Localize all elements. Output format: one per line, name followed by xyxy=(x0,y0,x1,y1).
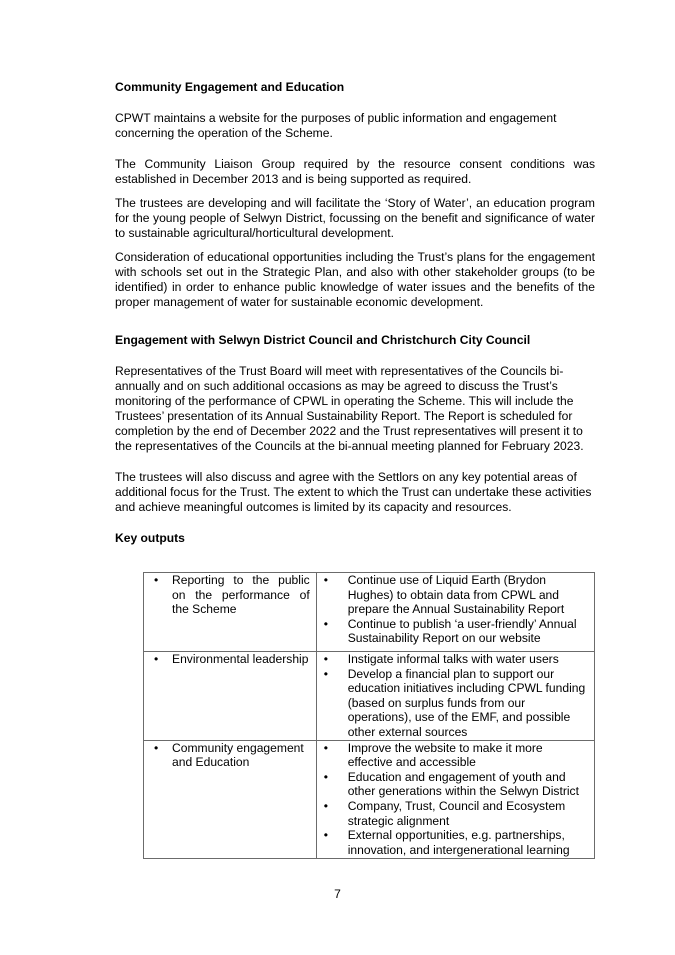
bullet-icon: • xyxy=(154,740,159,755)
table-cell-area xyxy=(144,652,317,741)
page-number: 7 xyxy=(334,887,341,901)
bullet-icon: • xyxy=(323,798,328,813)
list-item: • Reporting to the public on the performance of the Scheme xyxy=(154,573,310,617)
table-row xyxy=(144,652,595,741)
document-page xyxy=(115,80,595,859)
bullet-icon: • xyxy=(323,769,328,784)
bullet-icon: • xyxy=(154,652,159,666)
list-item: • Community engagement and Education xyxy=(154,740,304,770)
table-cell-outputs xyxy=(316,740,594,858)
paragraph-liaison-group: The Community Liaison Group required by the resource consent conditions was established in December 2013 and is being supported as required. xyxy=(115,157,595,186)
bullet-icon: • xyxy=(323,666,328,681)
list-item: • Continue to publish ‘a user-friendly’ Annual Sustainability Report on our website xyxy=(323,616,577,646)
bullet-icon: • xyxy=(154,573,159,587)
list-item: • Environmental leadership xyxy=(154,652,309,666)
table-cell-outputs xyxy=(316,573,594,652)
list-item: • Education and engagement of youth and other generations within the Selwyn District xyxy=(323,769,579,799)
paragraph-educational-opportunities: Consideration of educational opportunities including the Trust’s plans for the engagement with schools set out in the Strategic Plan, and also with other stakeholder groups (to be identified) in order to enhance public knowledge of water issues and the benefits of the proper management of water for sustainable economic development. xyxy=(115,250,595,309)
bullet-icon: • xyxy=(323,616,328,631)
paragraph-representatives: Representatives of the Trust Board will meet with representatives of the Councils bi-annually and on such additional occasions as may be agreed to discuss the Trust’s monitoring of the performance of CPWL in operating the Scheme. This will include the Trustees’ presentation of its Annual Sustainability Report. The Report is scheduled for completion by the end of December 2022 and the Trust representatives will present it to the representatives of the Councils at the bi-annual meeting planned for February 2023. xyxy=(115,364,584,453)
list-item: • Continue use of Liquid Earth (Brydon Hughes) to obtain data from CPWL and prepare the Annual Sustainability Report xyxy=(323,573,565,617)
paragraph-settlors: The trustees will also discuss and agree with the Settlors on any key potential areas of additional focus for the Trust. The extent to which the Trust can undertake these activities and achieve meaningful outcomes is limited by its capacity and resources. xyxy=(115,470,592,514)
section-heading-key-outputs: Key outputs xyxy=(115,531,185,545)
bullet-icon: • xyxy=(323,652,328,666)
bullet-icon: • xyxy=(323,573,328,587)
paragraph-website: CPWT maintains a website for the purposes of public information and engagement concerning the operation of the Scheme. xyxy=(115,111,557,140)
list-item: • Company, Trust, Council and Ecosystem strategic alignment xyxy=(323,798,566,828)
bullet-icon: • xyxy=(323,828,328,843)
section-heading-community: Community Engagement and Education xyxy=(115,80,345,94)
table-cell-area xyxy=(144,740,317,858)
bullet-icon: • xyxy=(323,740,328,755)
list-item: • Improve the website to make it more effective and accessible xyxy=(323,740,543,770)
table-row xyxy=(144,740,595,858)
key-outputs-table xyxy=(143,572,595,859)
table-row xyxy=(144,573,595,652)
list-item: • Develop a financial plan to support our education initiatives including CPWL funding (based on surplus funds from our operations), use of the EMF, and possible other external sources xyxy=(323,666,586,739)
table-cell-outputs xyxy=(316,652,594,741)
list-item: • Instigate informal talks with water users xyxy=(323,652,559,666)
section-heading-councils: Engagement with Selwyn District Council and Christchurch City Council xyxy=(115,333,531,347)
paragraph-story-of-water: The trustees are developing and will facilitate the ‘Story of Water’, an education program for the young people of Selwyn District, focussing on the benefit and significance of water to sustainable agricultural/horticultural development. xyxy=(115,196,595,240)
table-cell-area xyxy=(144,573,317,652)
list-item: • External opportunities, e.g. partnerships, innovation, and intergenerational learning xyxy=(323,828,570,857)
